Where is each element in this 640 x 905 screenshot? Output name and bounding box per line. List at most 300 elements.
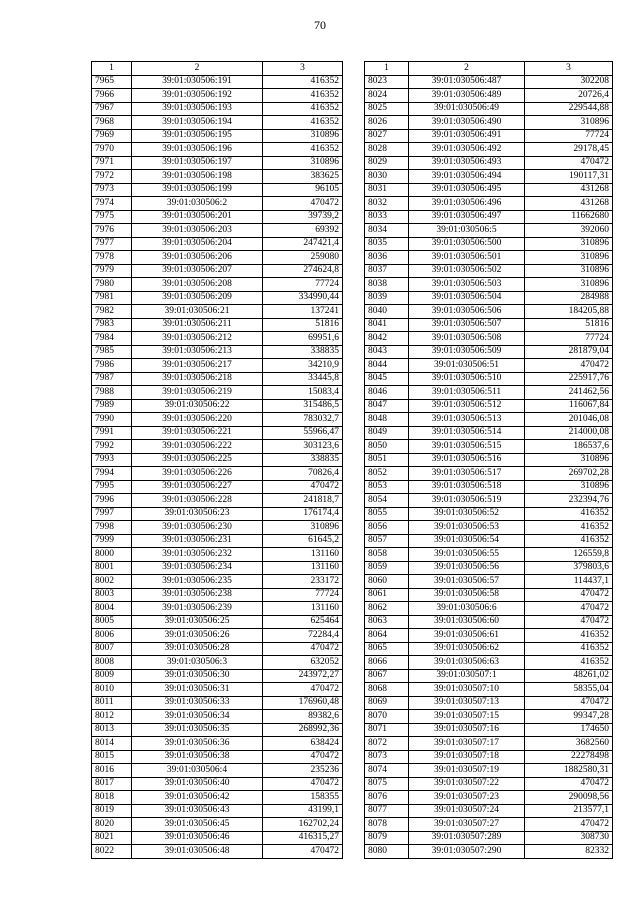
row-number: 8044: [365, 359, 409, 373]
value-cell: 308730: [525, 831, 613, 845]
cadastral-number: 39:01:030507:22: [409, 777, 525, 791]
cadastral-number: 39:01:030506:491: [409, 129, 525, 143]
cadastral-number: 39:01:030506:492: [409, 143, 525, 157]
value-cell: 383625: [263, 170, 343, 184]
value-cell: 416315,27: [263, 831, 343, 845]
value-cell: 470472: [263, 683, 343, 697]
table-row: [365, 413, 613, 427]
row-number: 8045: [365, 372, 409, 386]
cadastral-number: 39:01:030506:51: [409, 359, 525, 373]
cadastral-number: 39:01:030506:232: [132, 548, 263, 562]
table-row: [365, 399, 613, 413]
cadastral-number: 39:01:030506:31: [132, 683, 263, 697]
table-row: [365, 521, 613, 535]
value-cell: 470472: [525, 602, 613, 616]
table-row: [92, 494, 343, 508]
row-number: 7983: [92, 318, 132, 332]
value-cell: 43199,1: [263, 804, 343, 818]
cadastral-number: 39:01:030506:62: [409, 642, 525, 656]
cadastral-table-left: [91, 61, 343, 859]
cadastral-number: 39:01:030506:34: [132, 710, 263, 724]
table-row: [365, 264, 613, 278]
value-cell: 137241: [263, 305, 343, 319]
row-number: 7998: [92, 521, 132, 535]
value-cell: 310896: [263, 521, 343, 535]
row-number: 8055: [365, 507, 409, 521]
value-cell: 470472: [263, 750, 343, 764]
cadastral-number: 39:01:030506:22: [132, 399, 263, 413]
cadastral-number: 39:01:030506:506: [409, 305, 525, 319]
row-number: 8056: [365, 521, 409, 535]
table-row: [365, 629, 613, 643]
value-cell: 431268: [525, 197, 613, 211]
table-row: [365, 156, 613, 170]
column-header-1: 1: [365, 62, 409, 76]
row-number: 8051: [365, 453, 409, 467]
cadastral-number: 39:01:030506:208: [132, 278, 263, 292]
row-number: 7982: [92, 305, 132, 319]
cadastral-number: 39:01:030507:290: [409, 845, 525, 859]
value-cell: 241818,7: [263, 494, 343, 508]
value-cell: 243972,27: [263, 669, 343, 683]
table-row: [92, 143, 343, 157]
row-number: 8036: [365, 251, 409, 265]
cadastral-number: 39:01:030506:230: [132, 521, 263, 535]
table-row: [365, 588, 613, 602]
cadastral-number: 39:01:030506:23: [132, 507, 263, 521]
table-row: [365, 75, 613, 89]
cadastral-number: 39:01:030506:61: [409, 629, 525, 643]
cadastral-number: 39:01:030506:490: [409, 116, 525, 130]
row-number: 8028: [365, 143, 409, 157]
cadastral-number: 39:01:030506:489: [409, 89, 525, 103]
cadastral-number: 39:01:030506:516: [409, 453, 525, 467]
table-header-row: [365, 62, 613, 76]
value-cell: 39739,2: [263, 210, 343, 224]
table-row: [365, 845, 613, 859]
value-cell: 213577,1: [525, 804, 613, 818]
row-number: 8021: [92, 831, 132, 845]
cadastral-number: 39:01:030506:226: [132, 467, 263, 481]
row-number: 8041: [365, 318, 409, 332]
value-cell: 229544,88: [525, 102, 613, 116]
table-row: [365, 278, 613, 292]
cadastral-number: 39:01:030506:196: [132, 143, 263, 157]
row-number: 7965: [92, 75, 132, 89]
row-number: 7985: [92, 345, 132, 359]
table-row: [365, 116, 613, 130]
cadastral-number: 39:01:030506:36: [132, 737, 263, 751]
table-row: [92, 750, 343, 764]
cadastral-number: 39:01:030506:502: [409, 264, 525, 278]
cadastral-number: 39:01:030507:15: [409, 710, 525, 724]
table-row: [365, 683, 613, 697]
row-number: 7969: [92, 129, 132, 143]
table-row: [92, 278, 343, 292]
value-cell: 225917,76: [525, 372, 613, 386]
cadastral-number: 39:01:030506:220: [132, 413, 263, 427]
value-cell: 72284,4: [263, 629, 343, 643]
cadastral-number: 39:01:030506:198: [132, 170, 263, 184]
value-cell: 268992,36: [263, 723, 343, 737]
cadastral-number: 39:01:030506:510: [409, 372, 525, 386]
cadastral-number: 39:01:030506:231: [132, 534, 263, 548]
table-row: [92, 440, 343, 454]
row-number: 8080: [365, 845, 409, 859]
table-body: [365, 62, 613, 859]
cadastral-number: 39:01:030506:494: [409, 170, 525, 184]
row-number: 7991: [92, 426, 132, 440]
row-number: 8053: [365, 480, 409, 494]
value-cell: 82332: [525, 845, 613, 859]
value-cell: 69392: [263, 224, 343, 238]
cadastral-number: 39:01:030506:206: [132, 251, 263, 265]
row-number: 8017: [92, 777, 132, 791]
table-row: [92, 831, 343, 845]
row-number: 7971: [92, 156, 132, 170]
value-cell: 51816: [525, 318, 613, 332]
row-number: 7984: [92, 332, 132, 346]
table-row: [92, 453, 343, 467]
cadastral-number: 39:01:030506:511: [409, 386, 525, 400]
cadastral-number: 39:01:030506:28: [132, 642, 263, 656]
value-cell: 338835: [263, 345, 343, 359]
cadastral-number: 39:01:030506:225: [132, 453, 263, 467]
table-row: [92, 602, 343, 616]
value-cell: 310896: [263, 129, 343, 143]
table-row: [365, 170, 613, 184]
column-header-2: 2: [409, 62, 525, 76]
value-cell: 51816: [263, 318, 343, 332]
table-row: [92, 89, 343, 103]
cadastral-number: 39:01:030506:52: [409, 507, 525, 521]
row-number: 8064: [365, 629, 409, 643]
row-number: 8016: [92, 764, 132, 778]
value-cell: 310896: [525, 237, 613, 251]
row-number: 8009: [92, 669, 132, 683]
cadastral-number: 39:01:030507:19: [409, 764, 525, 778]
row-number: 8077: [365, 804, 409, 818]
cadastral-number: 39:01:030507:17: [409, 737, 525, 751]
table-row: [92, 156, 343, 170]
cadastral-number: 39:01:030507:13: [409, 696, 525, 710]
table-row: [365, 804, 613, 818]
table-row: [92, 683, 343, 697]
value-cell: 96105: [263, 183, 343, 197]
row-number: 8062: [365, 602, 409, 616]
row-number: 8026: [365, 116, 409, 130]
value-cell: 470472: [263, 480, 343, 494]
table-row: [92, 318, 343, 332]
row-number: 8024: [365, 89, 409, 103]
row-number: 8039: [365, 291, 409, 305]
table-row: [92, 696, 343, 710]
value-cell: 310896: [525, 453, 613, 467]
row-number: 8050: [365, 440, 409, 454]
table-row: [365, 305, 613, 319]
value-cell: 15083,4: [263, 386, 343, 400]
value-cell: 638424: [263, 737, 343, 751]
table-row: [365, 642, 613, 656]
row-number: 7978: [92, 251, 132, 265]
cadastral-number: 39:01:030506:35: [132, 723, 263, 737]
cadastral-number: 39:01:030506:55: [409, 548, 525, 562]
value-cell: 431268: [525, 183, 613, 197]
cadastral-number: 39:01:030506:197: [132, 156, 263, 170]
value-cell: 416352: [525, 656, 613, 670]
cadastral-number: 39:01:030506:191: [132, 75, 263, 89]
row-number: 8034: [365, 224, 409, 238]
value-cell: 77724: [263, 278, 343, 292]
table-row: [365, 561, 613, 575]
cadastral-number: 39:01:030506:519: [409, 494, 525, 508]
table-row: [365, 534, 613, 548]
value-cell: 61645,2: [263, 534, 343, 548]
cadastral-number: 39:01:030506:33: [132, 696, 263, 710]
cadastral-number: 39:01:030506:49: [409, 102, 525, 116]
row-number: 8073: [365, 750, 409, 764]
table-row: [365, 102, 613, 116]
value-cell: 77724: [263, 588, 343, 602]
row-number: 7987: [92, 372, 132, 386]
table-row: [92, 237, 343, 251]
row-number: 7975: [92, 210, 132, 224]
value-cell: 70826,4: [263, 467, 343, 481]
table-row: [365, 453, 613, 467]
cadastral-number: 39:01:030507:18: [409, 750, 525, 764]
row-number: 8000: [92, 548, 132, 562]
value-cell: 470472: [525, 615, 613, 629]
cadastral-number: 39:01:030506:222: [132, 440, 263, 454]
table-row: [365, 818, 613, 832]
table-row: [92, 467, 343, 481]
row-number: 7997: [92, 507, 132, 521]
value-cell: 334990,44: [263, 291, 343, 305]
row-number: 8008: [92, 656, 132, 670]
table-row: [365, 359, 613, 373]
cadastral-number: 39:01:030506:234: [132, 561, 263, 575]
row-number: 8003: [92, 588, 132, 602]
cadastral-number: 39:01:030506:504: [409, 291, 525, 305]
table-row: [365, 291, 613, 305]
value-cell: 259080: [263, 251, 343, 265]
value-cell: 310896: [525, 251, 613, 265]
table-row: [365, 777, 613, 791]
row-number: 8027: [365, 129, 409, 143]
row-number: 8057: [365, 534, 409, 548]
cadastral-number: 39:01:030506:199: [132, 183, 263, 197]
row-number: 7986: [92, 359, 132, 373]
row-number: 8004: [92, 602, 132, 616]
row-number: 8007: [92, 642, 132, 656]
cadastral-number: 39:01:030507:289: [409, 831, 525, 845]
table-row: [365, 507, 613, 521]
value-cell: 303123,6: [263, 440, 343, 454]
table-row: [92, 224, 343, 238]
table-row: [365, 386, 613, 400]
row-number: 8047: [365, 399, 409, 413]
row-number: 8061: [365, 588, 409, 602]
row-number: 8048: [365, 413, 409, 427]
row-number: 8032: [365, 197, 409, 211]
value-cell: 416352: [263, 75, 343, 89]
cadastral-number: 39:01:030506:217: [132, 359, 263, 373]
row-number: 8002: [92, 575, 132, 589]
cadastral-number: 39:01:030506:508: [409, 332, 525, 346]
row-number: 8052: [365, 467, 409, 481]
cadastral-number: 39:01:030506:209: [132, 291, 263, 305]
table-row: [92, 426, 343, 440]
row-number: 8030: [365, 170, 409, 184]
value-cell: 20726,4: [525, 89, 613, 103]
table-row: [365, 737, 613, 751]
table-row: [92, 534, 343, 548]
row-number: 8049: [365, 426, 409, 440]
value-cell: 3682560: [525, 737, 613, 751]
value-cell: 77724: [525, 332, 613, 346]
cadastral-table-right: [364, 61, 613, 859]
value-cell: 174650: [525, 723, 613, 737]
value-cell: 310896: [263, 156, 343, 170]
value-cell: 58355,04: [525, 683, 613, 697]
table-row: [92, 345, 343, 359]
row-number: 8075: [365, 777, 409, 791]
table-row: [92, 777, 343, 791]
value-cell: 232394,76: [525, 494, 613, 508]
value-cell: 48261,02: [525, 669, 613, 683]
value-cell: 281879,04: [525, 345, 613, 359]
table-row: [92, 116, 343, 130]
table-row: [92, 332, 343, 346]
cadastral-number: 39:01:030506:38: [132, 750, 263, 764]
value-cell: 69951,6: [263, 332, 343, 346]
value-cell: 247421,4: [263, 237, 343, 251]
table-row: [92, 129, 343, 143]
value-cell: 284988: [525, 291, 613, 305]
table-row: [92, 197, 343, 211]
cadastral-number: 39:01:030506:45: [132, 818, 263, 832]
row-number: 8029: [365, 156, 409, 170]
table-row: [365, 494, 613, 508]
row-number: 7976: [92, 224, 132, 238]
table-row: [92, 791, 343, 805]
cadastral-number: 39:01:030506:53: [409, 521, 525, 535]
value-cell: 470472: [525, 588, 613, 602]
cadastral-number: 39:01:030506:46: [132, 831, 263, 845]
cadastral-number: 39:01:030506:517: [409, 467, 525, 481]
cadastral-number: 39:01:030506:239: [132, 602, 263, 616]
row-number: 8022: [92, 845, 132, 859]
cadastral-number: 39:01:030506:207: [132, 264, 263, 278]
value-cell: 89382,6: [263, 710, 343, 724]
row-number: 7996: [92, 494, 132, 508]
cadastral-number: 39:01:030507:1: [409, 669, 525, 683]
row-number: 8010: [92, 683, 132, 697]
cadastral-number: 39:01:030506:30: [132, 669, 263, 683]
row-number: 7979: [92, 264, 132, 278]
value-cell: 214000,08: [525, 426, 613, 440]
column-header-1: 1: [92, 62, 132, 76]
table-row: [365, 467, 613, 481]
cadastral-number: 39:01:030506:496: [409, 197, 525, 211]
value-cell: 233172: [263, 575, 343, 589]
row-number: 7990: [92, 413, 132, 427]
row-number: 8023: [365, 75, 409, 89]
table-row: [92, 804, 343, 818]
cadastral-number: 39:01:030507:10: [409, 683, 525, 697]
value-cell: 34210,9: [263, 359, 343, 373]
row-number: 8071: [365, 723, 409, 737]
cadastral-number: 39:01:030506:501: [409, 251, 525, 265]
value-cell: 11662680: [525, 210, 613, 224]
row-number: 8076: [365, 791, 409, 805]
value-cell: 416352: [263, 143, 343, 157]
value-cell: 416352: [263, 116, 343, 130]
table-row: [92, 669, 343, 683]
cadastral-number: 39:01:030506:194: [132, 116, 263, 130]
cadastral-number: 39:01:030506:497: [409, 210, 525, 224]
row-number: 8042: [365, 332, 409, 346]
row-number: 8070: [365, 710, 409, 724]
cadastral-number: 39:01:030506:513: [409, 413, 525, 427]
row-number: 8040: [365, 305, 409, 319]
table-row: [365, 602, 613, 616]
cadastral-number: 39:01:030506:509: [409, 345, 525, 359]
value-cell: 416352: [525, 629, 613, 643]
value-cell: 269702,28: [525, 467, 613, 481]
cadastral-number: 39:01:030506:221: [132, 426, 263, 440]
table-row: [365, 210, 613, 224]
cadastral-number: 39:01:030506:213: [132, 345, 263, 359]
table-row: [365, 669, 613, 683]
cadastral-number: 39:01:030506:518: [409, 480, 525, 494]
cadastral-number: 39:01:030506:57: [409, 575, 525, 589]
row-number: 8018: [92, 791, 132, 805]
row-number: 8012: [92, 710, 132, 724]
row-number: 8060: [365, 575, 409, 589]
table-row: [365, 426, 613, 440]
cadastral-number: 39:01:030506:21: [132, 305, 263, 319]
cadastral-number: 39:01:030506:493: [409, 156, 525, 170]
value-cell: 470472: [525, 818, 613, 832]
row-number: 7973: [92, 183, 132, 197]
row-number: 8033: [365, 210, 409, 224]
table-row: [92, 210, 343, 224]
value-cell: 470472: [263, 777, 343, 791]
table-row: [365, 318, 613, 332]
cadastral-number: 39:01:030507:24: [409, 804, 525, 818]
row-number: 7999: [92, 534, 132, 548]
row-number: 8059: [365, 561, 409, 575]
value-cell: 77724: [525, 129, 613, 143]
value-cell: 184205,88: [525, 305, 613, 319]
column-header-3: 3: [525, 62, 613, 76]
table-row: [365, 750, 613, 764]
table-row: [92, 818, 343, 832]
table-row: [365, 89, 613, 103]
value-cell: 625464: [263, 615, 343, 629]
cadastral-number: 39:01:030506:219: [132, 386, 263, 400]
table-row: [365, 764, 613, 778]
row-number: 8074: [365, 764, 409, 778]
cadastral-number: 39:01:030506:6: [409, 602, 525, 616]
row-number: 7988: [92, 386, 132, 400]
table-body: [92, 62, 343, 859]
value-cell: 99347,28: [525, 710, 613, 724]
table-row: [365, 696, 613, 710]
row-number: 8066: [365, 656, 409, 670]
row-number: 7972: [92, 170, 132, 184]
